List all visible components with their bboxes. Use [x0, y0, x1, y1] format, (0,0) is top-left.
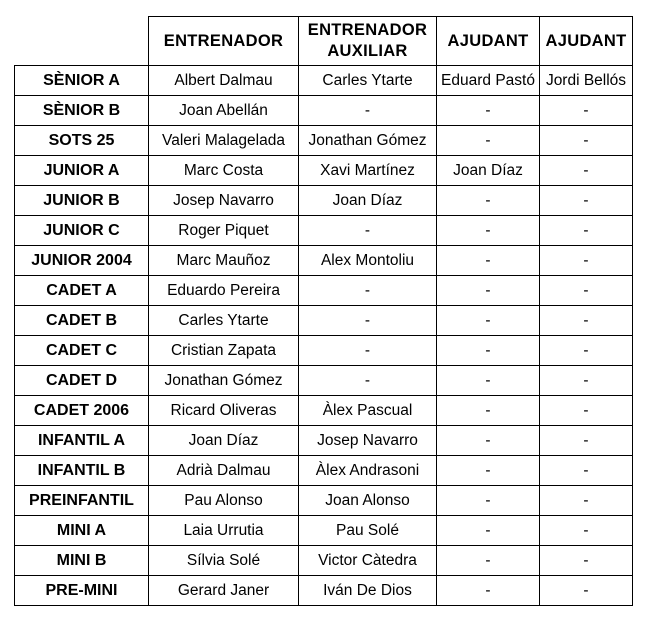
- table-row: [15, 426, 633, 456]
- coach-cell: Sílvia Solé: [149, 546, 299, 576]
- helper-2-cell: -: [540, 126, 633, 156]
- helper-2-cell: -: [540, 96, 633, 126]
- table-row: [15, 276, 633, 306]
- category-cell: MINI A: [15, 516, 149, 546]
- coach-cell: Carles Ytarte: [149, 306, 299, 336]
- helper-2-cell: -: [540, 456, 633, 486]
- category-cell: CADET 2006: [15, 396, 149, 426]
- assistant-coach-cell: Xavi Martínez: [299, 156, 437, 186]
- category-cell: CADET A: [15, 276, 149, 306]
- header-auxiliar-line1: ENTRENADOR: [307, 21, 428, 39]
- helper-1-cell: -: [437, 186, 540, 216]
- coach-cell: Valeri Malagelada: [149, 126, 299, 156]
- assistant-coach-cell: -: [299, 306, 437, 336]
- header-row: [15, 17, 633, 66]
- header-ajudant-1: AJUDANT: [437, 17, 540, 66]
- category-cell: JUNIOR B: [15, 186, 149, 216]
- category-cell: SÈNIOR A: [15, 66, 149, 96]
- coach-cell: Pau Alonso: [149, 486, 299, 516]
- coach-cell: Albert Dalmau: [149, 66, 299, 96]
- helper-2-cell: -: [540, 186, 633, 216]
- helper-1-cell: -: [437, 426, 540, 456]
- table-row: [15, 126, 633, 156]
- helper-2-cell: -: [540, 546, 633, 576]
- helper-2-cell: -: [540, 336, 633, 366]
- helper-2-cell: -: [540, 516, 633, 546]
- helper-1-cell: Joan Díaz: [437, 156, 540, 186]
- helper-2-cell: -: [540, 156, 633, 186]
- helper-2-cell: -: [540, 216, 633, 246]
- table-row: [15, 486, 633, 516]
- assistant-coach-cell: Victor Càtedra: [299, 546, 437, 576]
- helper-1-cell: -: [437, 276, 540, 306]
- helper-2-cell: -: [540, 246, 633, 276]
- category-cell: JUNIOR 2004: [15, 246, 149, 276]
- assistant-coach-cell: Pau Solé: [299, 516, 437, 546]
- category-cell: CADET B: [15, 306, 149, 336]
- assistant-coach-cell: Jonathan Gómez: [299, 126, 437, 156]
- assistant-coach-cell: -: [299, 336, 437, 366]
- coach-cell: Jonathan Gómez: [149, 366, 299, 396]
- coach-cell: Gerard Janer: [149, 576, 299, 606]
- coach-cell: Eduardo Pereira: [149, 276, 299, 306]
- table-row: [15, 456, 633, 486]
- table-row: [15, 546, 633, 576]
- assistant-coach-cell: Josep Navarro: [299, 426, 437, 456]
- helper-1-cell: -: [437, 546, 540, 576]
- helper-1-cell: -: [437, 126, 540, 156]
- coach-cell: Josep Navarro: [149, 186, 299, 216]
- table-row: [15, 516, 633, 546]
- helper-1-cell: -: [437, 246, 540, 276]
- helper-2-cell: -: [540, 306, 633, 336]
- helper-2-cell: -: [540, 276, 633, 306]
- table-row: [15, 576, 633, 606]
- helper-1-cell: -: [437, 366, 540, 396]
- table-row: [15, 156, 633, 186]
- coaching-staff-table: [14, 16, 633, 606]
- helper-1-cell: -: [437, 306, 540, 336]
- coach-cell: Joan Abellán: [149, 96, 299, 126]
- helper-1-cell: -: [437, 516, 540, 546]
- assistant-coach-cell: Àlex Pascual: [299, 396, 437, 426]
- category-cell: CADET C: [15, 336, 149, 366]
- header-ajudant-2: AJUDANT: [540, 17, 633, 66]
- coach-cell: Adrià Dalmau: [149, 456, 299, 486]
- coach-cell: Ricard Oliveras: [149, 396, 299, 426]
- coach-cell: Joan Díaz: [149, 426, 299, 456]
- table-row: [15, 216, 633, 246]
- assistant-coach-cell: -: [299, 276, 437, 306]
- category-cell: INFANTIL B: [15, 456, 149, 486]
- category-cell: SOTS 25: [15, 126, 149, 156]
- table-row: [15, 306, 633, 336]
- table-row: [15, 396, 633, 426]
- assistant-coach-cell: -: [299, 366, 437, 396]
- helper-1-cell: -: [437, 216, 540, 246]
- table-row: [15, 96, 633, 126]
- helper-1-cell: -: [437, 96, 540, 126]
- helper-1-cell: Eduard Pastó: [437, 66, 540, 96]
- helper-1-cell: -: [437, 456, 540, 486]
- coach-cell: Marc Mauñoz: [149, 246, 299, 276]
- coach-cell: Marc Costa: [149, 156, 299, 186]
- assistant-coach-cell: Carles Ytarte: [299, 66, 437, 96]
- table-row: [15, 66, 633, 96]
- helper-2-cell: -: [540, 396, 633, 426]
- header-entrenador: ENTRENADOR: [149, 17, 299, 66]
- category-cell: JUNIOR C: [15, 216, 149, 246]
- helper-2-cell: -: [540, 576, 633, 606]
- coach-cell: Laia Urrutia: [149, 516, 299, 546]
- assistant-coach-cell: Joan Díaz: [299, 186, 437, 216]
- category-cell: PREINFANTIL: [15, 486, 149, 516]
- helper-2-cell: -: [540, 366, 633, 396]
- table-row: [15, 246, 633, 276]
- assistant-coach-cell: Alex Montoliu: [299, 246, 437, 276]
- helper-1-cell: -: [437, 486, 540, 516]
- assistant-coach-cell: Àlex Andrasoni: [299, 456, 437, 486]
- assistant-coach-cell: -: [299, 216, 437, 246]
- category-cell: SÈNIOR B: [15, 96, 149, 126]
- assistant-coach-cell: Iván De Dios: [299, 576, 437, 606]
- helper-1-cell: -: [437, 576, 540, 606]
- category-cell: INFANTIL A: [15, 426, 149, 456]
- table-row: [15, 336, 633, 366]
- header-blank-cell: [15, 17, 149, 66]
- coach-cell: Cristian Zapata: [149, 336, 299, 366]
- category-cell: PRE-MINI: [15, 576, 149, 606]
- header-entrenador-auxiliar: [299, 17, 437, 66]
- header-auxiliar-line2: AUXILIAR: [327, 42, 408, 60]
- helper-1-cell: -: [437, 336, 540, 366]
- coach-cell: Roger Piquet: [149, 216, 299, 246]
- table-row: [15, 366, 633, 396]
- table-row: [15, 186, 633, 216]
- assistant-coach-cell: Joan Alonso: [299, 486, 437, 516]
- helper-2-cell: -: [540, 486, 633, 516]
- helper-2-cell: Jordi Bellós: [540, 66, 633, 96]
- helper-1-cell: -: [437, 396, 540, 426]
- category-cell: JUNIOR A: [15, 156, 149, 186]
- assistant-coach-cell: -: [299, 96, 437, 126]
- helper-2-cell: -: [540, 426, 633, 456]
- category-cell: MINI B: [15, 546, 149, 576]
- category-cell: CADET D: [15, 366, 149, 396]
